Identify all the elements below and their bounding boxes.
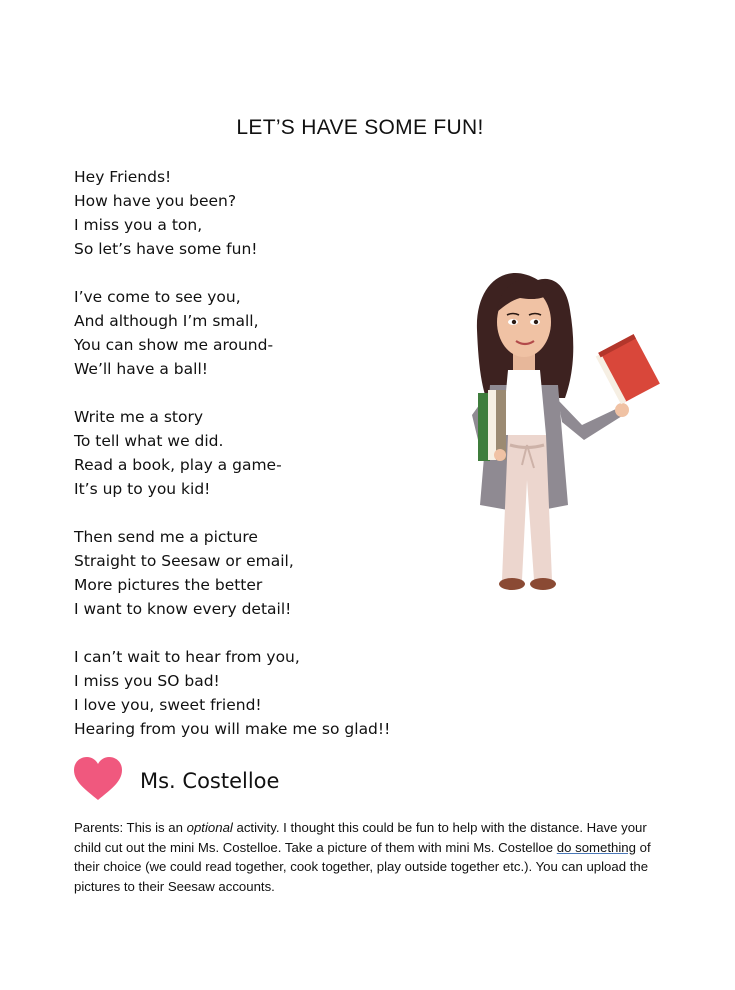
page-title: LET’S HAVE SOME FUN! — [236, 116, 484, 139]
poem-line: I love you, sweet friend! — [74, 696, 262, 714]
poem-line: Straight to Seesaw or email, — [74, 552, 294, 570]
poem-line: I miss you SO bad! — [74, 672, 220, 690]
poem-line: I miss you a ton, — [74, 216, 203, 234]
signature: Ms. Costelloe — [140, 769, 280, 793]
note-text: Parents: This is an — [74, 820, 187, 835]
poem-line: To tell what we did. — [74, 432, 224, 450]
poem-line: I want to know every detail! — [74, 600, 292, 618]
note-emphasis: optional — [186, 820, 233, 835]
heart-icon — [72, 756, 124, 802]
poem-line: How have you been? — [74, 192, 237, 210]
poem-line: I can’t wait to hear from you, — [74, 648, 300, 666]
poem-line: Read a book, play a game- — [74, 456, 282, 474]
parent-note — [74, 818, 664, 896]
poem-line: I’ve come to see you, — [74, 288, 241, 306]
poem-line: Hearing from you will make me so glad!! — [74, 720, 391, 738]
poem-stanza — [74, 285, 390, 381]
poem-stanza — [74, 405, 390, 501]
poem-line: Write me a story — [74, 408, 204, 426]
note-text: activity. I thought this could be fun to help with the distance. Have your child cut out the mini Ms. Costelloe. Take a picture of them with mini Ms. Costelloe — [74, 820, 647, 855]
note-text: of their choice (we could read together, cook together, play outside together etc.). You can upload the pictures to their Seesaw accounts. — [74, 839, 651, 894]
poem-stanza — [74, 645, 390, 741]
poem-stanza — [74, 165, 390, 261]
poem — [74, 165, 390, 765]
teacher-illustration — [450, 250, 665, 605]
poem-line: More pictures the better — [74, 576, 263, 594]
poem-line: And although I’m small, — [74, 312, 259, 330]
poem-line: We’ll have a ball! — [74, 360, 208, 378]
poem-line: Hey Friends! — [74, 168, 172, 186]
note-underlined-text: do something — [556, 839, 636, 855]
poem-line: It’s up to you kid! — [74, 480, 211, 498]
poem-line: So let’s have some fun! — [74, 240, 258, 258]
poem-line: You can show me around- — [74, 336, 274, 354]
poem-line: Then send me a picture — [74, 528, 258, 546]
poem-stanza — [74, 525, 390, 621]
